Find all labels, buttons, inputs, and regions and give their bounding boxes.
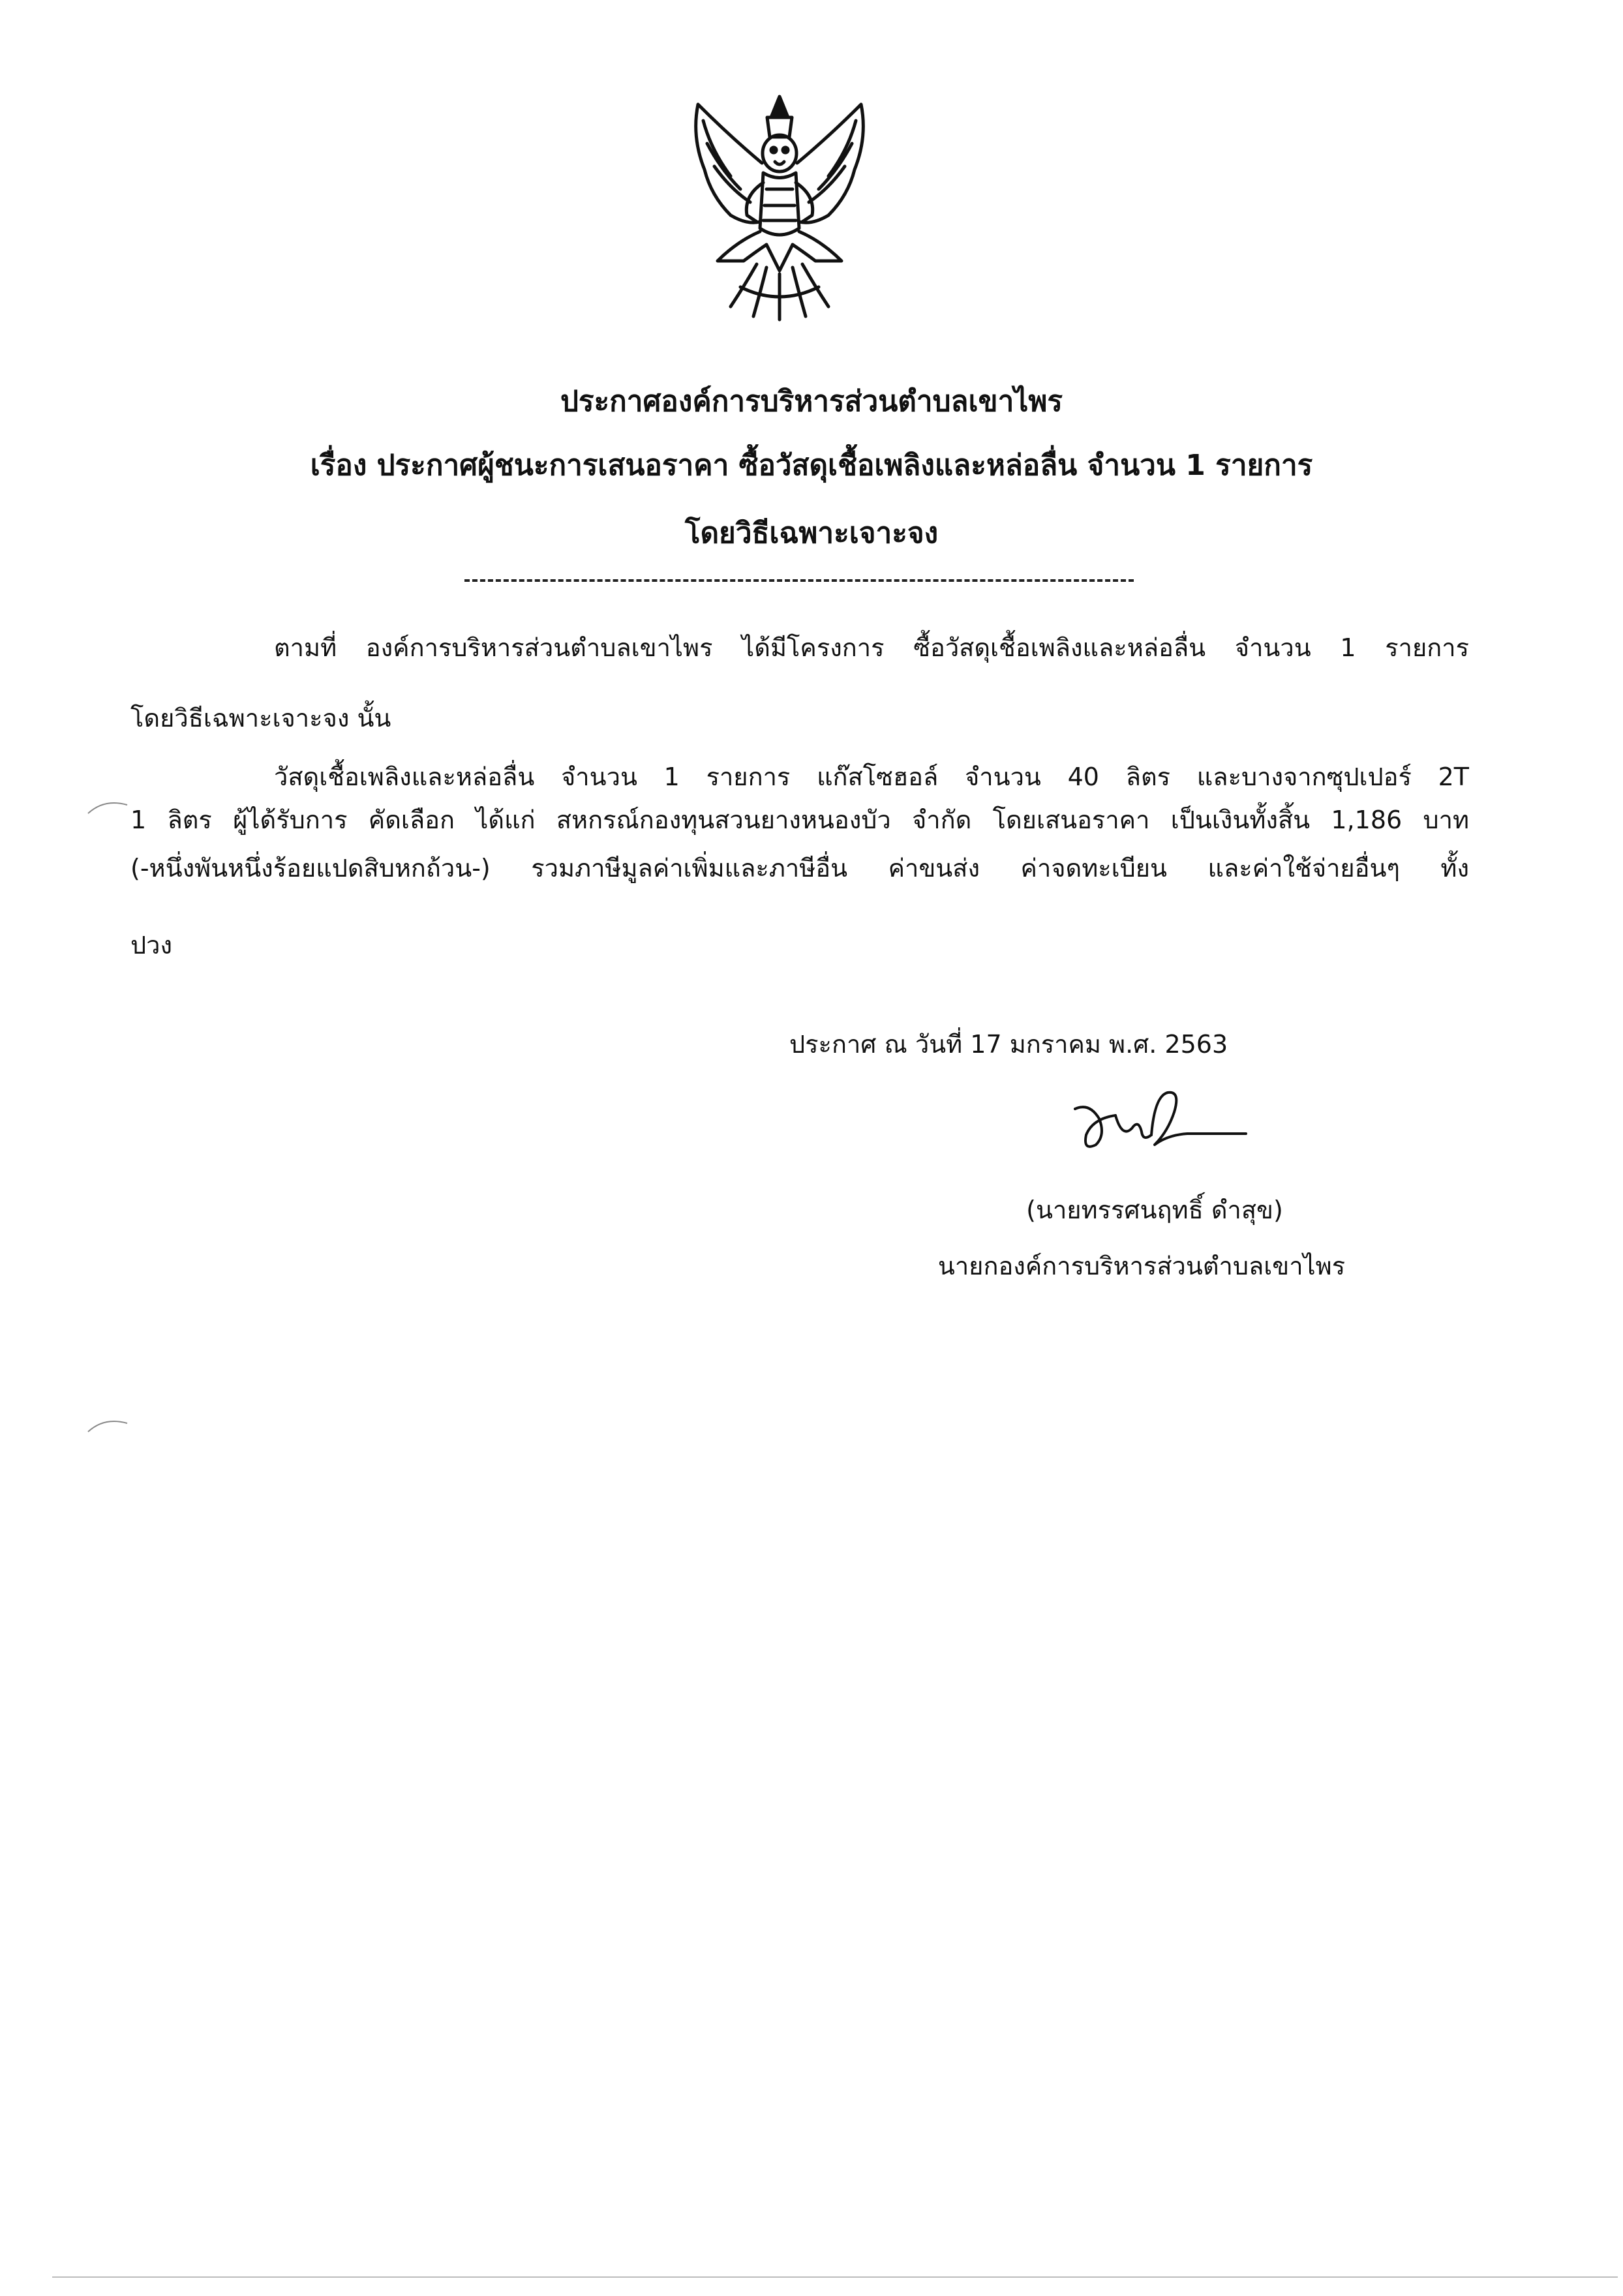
announcement-date: ประกาศ ณ วันที่ 17 มกราคม พ.ศ. 2563 — [789, 1030, 1228, 1059]
document-method: โดยวิธีเฉพาะเจาะจง — [684, 517, 939, 550]
paragraph-2-line-2: 1 ลิตร ผู้ได้รับการ คัดเลือก ได้แก่ สหกรณ์กองทุนสวนยางหนองบัว จำกัด โดยเสนอราคา เป็นเงินทั้งสิ้น 1,186 บาท — [130, 806, 1469, 834]
paragraph-2-line-3: (-หนึ่งพันหนึ่งร้อยแปดสิบหกถ้วน-) รวมภาษีมูลค่าเพิ่มและภาษีอื่น ค่าขนส่ง ค่าจดทะเบียน และค่าใช้จ่ายอื่นๆ ทั้ง — [130, 854, 1469, 883]
paragraph-2-line-4: ปวง — [130, 931, 173, 959]
title-divider — [464, 579, 1134, 582]
handwritten-signature-icon — [1070, 1083, 1252, 1161]
scan-artifact-mark — [85, 797, 130, 817]
signer-position: นายกองค์การบริหารส่วนตำบลเขาไพร — [937, 1252, 1346, 1280]
document-title: ประกาศองค์การบริหารส่วนตำบลเขาไพร — [560, 385, 1063, 418]
garuda-emblem-icon — [685, 91, 874, 326]
paragraph-1-line-2: โดยวิธีเฉพาะเจาะจง นั้น — [130, 704, 391, 733]
paragraph-2-line-1: วัสดุเชื้อเพลิงและหล่อลื่น จำนวน 1 รายการ แก๊สโซฮอล์ จำนวน 40 ลิตร และบางจากซุปเปอร์ 2T — [274, 763, 1469, 791]
paragraph-1-line-1: ตามที่ องค์การบริหารส่วนตำบลเขาไพร ได้มีโครงการ ซื้อวัสดุเชื้อเพลิงและหล่อลื่น จำนวน 1 รายการ — [274, 633, 1469, 662]
scan-artifact-mark — [85, 1415, 130, 1435]
scan-bottom-edge — [52, 2276, 1618, 2278]
signer-name: (นายทรรศนฤทธิ์ ดำสุข) — [1026, 1196, 1283, 1224]
document-subject: เรื่อง ประกาศผู้ชนะการเสนอราคา ซื้อวัสดุเชื้อเพลิงและหล่อลื่น จำนวน 1 รายการ — [310, 449, 1313, 482]
